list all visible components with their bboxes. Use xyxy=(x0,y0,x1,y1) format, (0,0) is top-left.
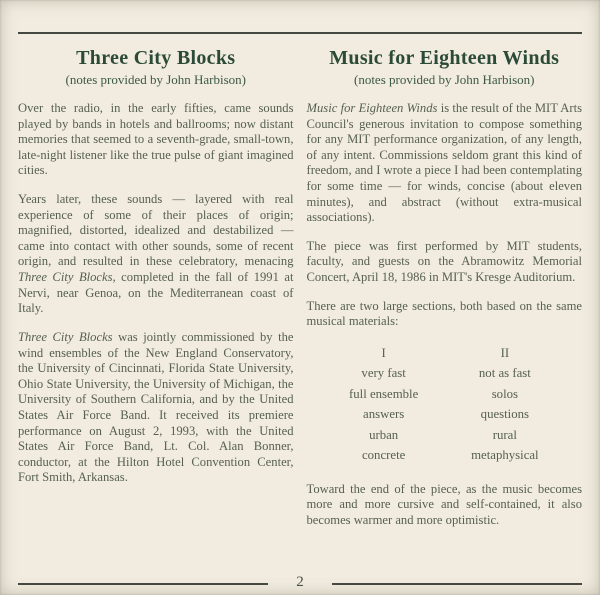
text-segment: is the result of the MIT Arts Council's generous invitation to compose something for any MIT performance organization, of any length, of any intent. Commissions seldom grant this kind of freedom, and I wrote a piece I had been contemplating for some time — for winds, concise (about eleven minutes), and abstract (without extra-musical associations). xyxy=(306,101,582,225)
section-attribute: full ensemble xyxy=(348,386,419,401)
section-attribute: questions xyxy=(480,407,530,422)
left-column xyxy=(18,47,294,542)
section-attribute: concrete xyxy=(361,448,406,463)
paragraph xyxy=(307,299,583,330)
page-footer xyxy=(18,576,582,591)
sections-comparison-table xyxy=(323,343,565,466)
section-attribute: rural xyxy=(492,427,517,442)
section-attribute: answers xyxy=(363,407,405,422)
left-column-title: Three City Blocks xyxy=(76,47,236,69)
paragraph xyxy=(18,330,294,486)
text-segment: Over the radio, in the early fifties, came sounds played by bands in hotels and ballrooms; now distant memories that seemed to a seventh-grade, small-town, late-night listener like the true pulse of giant imagined cities. xyxy=(18,101,294,178)
right-column-title: Music for Eighteen Winds xyxy=(329,47,560,69)
right-column-body-bottom xyxy=(307,482,583,529)
paragraph xyxy=(307,239,583,286)
section-attribute: solos xyxy=(491,386,519,401)
right-column-subtitle: (notes provided by John Harbison) xyxy=(353,72,535,87)
two-column-layout xyxy=(18,47,582,542)
section-attribute: metaphysical xyxy=(471,448,539,463)
paragraph xyxy=(18,192,294,317)
work-title-italic: Three City Blocks xyxy=(18,329,113,344)
paragraph xyxy=(18,101,294,179)
paragraph xyxy=(307,482,583,529)
text-segment: , completed in the fall of 1991 at Nervi, near Genoa, on the Mediterranean coast of Italy. xyxy=(18,270,294,316)
left-column-subtitle: (notes provided by John Harbison) xyxy=(65,72,247,87)
section-header: I xyxy=(381,345,386,360)
section-attribute: not as fast xyxy=(478,366,531,381)
right-column xyxy=(307,47,583,542)
work-title-italic: Three City Blocks xyxy=(18,270,113,285)
work-title-italic: Music for Eighteen Winds xyxy=(306,101,438,115)
text-segment: The piece was first performed by MIT students, faculty, and guests on the Abramowitz Memorial Concert, April 18, 1986 in MIT's Kresge Auditorium. xyxy=(306,238,582,285)
section-header: II xyxy=(500,345,510,360)
footer-rule-right xyxy=(332,583,582,585)
footer-rule-left xyxy=(18,583,268,585)
text-segment: was jointly commissioned by the wind ensembles of the New England Conservatory, the University of Cincinnati, Florida State University, Ohio State University, the University of Michigan, the University of Southern California, and by the United States Air Force Band. It received its premiere performance on August 2, 1993, with the United States Air Force Band, Lt. Col. Alan Bonner, conductor, at the Hilton Hotel Convention Center, Fort Smith, Arkansas. xyxy=(18,329,294,485)
section-attribute: very fast xyxy=(361,366,406,381)
paragraph xyxy=(307,101,583,226)
page-number: 2 xyxy=(296,574,304,590)
section-attribute: urban xyxy=(369,427,399,442)
left-column-body xyxy=(18,101,294,486)
right-column-body-top xyxy=(307,101,583,330)
text-segment: There are two large sections, both based on the same musical materials: xyxy=(306,298,582,329)
text-segment: Toward the end of the piece, as the music becomes more and more cursive and self-contained, it also becomes warmer and more optimistic. xyxy=(306,481,582,527)
top-rule xyxy=(18,32,582,34)
text-segment: Years later, these sounds — layered with real experience of some of their places of origin; magnified, distorted, idealized and destabilized — came into contact with other sounds, some of recent origin, and resulted in these celebratory, menacing xyxy=(18,192,294,269)
